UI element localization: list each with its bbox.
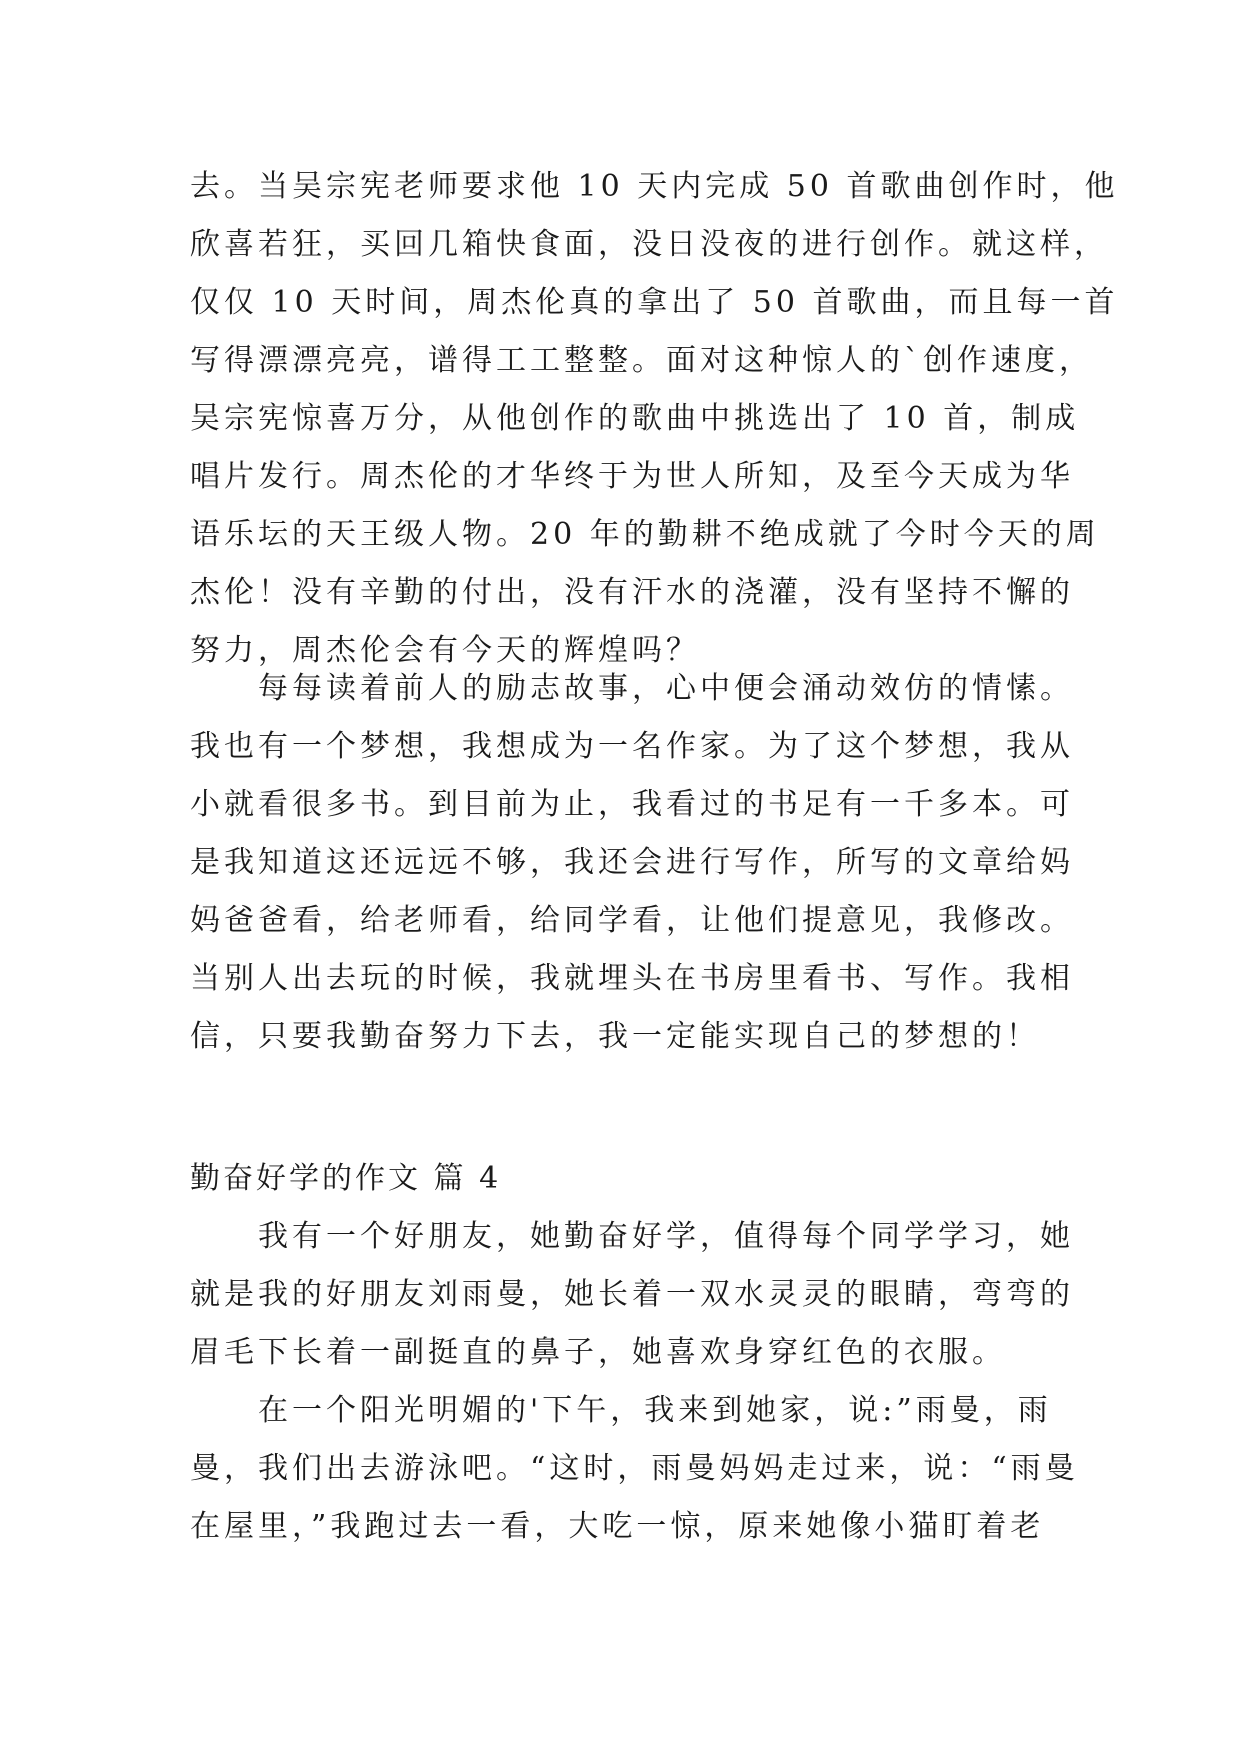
- text-line: 我有一个好朋友，她勤奋好学，值得每个同学学习，她: [258, 1219, 1074, 1254]
- paragraph-dream: [190, 660, 1074, 1066]
- text-line: 语乐坛的天王级人物。20 年的勤耕不绝成就了今时今天的周: [190, 517, 1100, 552]
- text-line: 信，只要我勤奋努力下去，我一定能实现自己的梦想的！: [190, 1019, 1040, 1054]
- text-line: 写得漂漂亮亮，谱得工工整整。面对这种惊人的`创作速度，: [190, 343, 1093, 378]
- text-line: 妈爸爸看，给老师看，给同学看，让他们提意见，我修改。: [190, 903, 1074, 938]
- text-line: 吴宗宪惊喜万分，从他创作的歌曲中挑选出了 10 首，制成: [190, 401, 1080, 436]
- text-line: 每每读着前人的励志故事，心中便会涌动效仿的情愫。: [258, 671, 1074, 706]
- paragraph-afternoon: [190, 1382, 1079, 1556]
- paragraph-continuation: [190, 158, 1119, 680]
- text-line: 眉毛下长着一副挺直的鼻子，她喜欢身穿红色的衣服。: [190, 1335, 1006, 1370]
- text-line: 唱片发行。周杰伦的才华终于为世人所知，及至今天成为华: [190, 459, 1074, 494]
- section-heading: 勤奋好学的作文 篇 4: [190, 1161, 502, 1196]
- text-line: 在一个阳光明媚的'下午，我来到她家，说:”雨曼，雨: [258, 1393, 1052, 1428]
- text-line: 在屋里，”我跑过去一看，大吃一惊，原来她像小猫盯着老: [190, 1509, 1045, 1544]
- text-line: 当别人出去玩的时候，我就埋头在书房里看书、写作。我相: [190, 961, 1074, 996]
- text-line: 去。当吴宗宪老师要求他 10 天内完成 50 首歌曲创作时，他: [190, 169, 1119, 204]
- text-line: 曼，我们出去游泳吧。“这时，雨曼妈妈走过来，说：“雨曼: [190, 1451, 1079, 1486]
- text-line: 杰伦！没有辛勤的付出，没有汗水的浇灌，没有坚持不懈的: [190, 575, 1074, 610]
- text-line: 努力，周杰伦会有今天的辉煌吗？: [190, 633, 700, 668]
- text-line: 小就看很多书。到目前为止，我看过的书足有一千多本。可: [190, 787, 1074, 822]
- text-line: 就是我的好朋友刘雨曼，她长着一双水灵灵的眼睛，弯弯的: [190, 1277, 1074, 1312]
- text-line: 我也有一个梦想，我想成为一名作家。为了这个梦想，我从: [190, 729, 1074, 764]
- text-line: 是我知道这还远远不够，我还会进行写作，所写的文章给妈: [190, 845, 1074, 880]
- text-line: 欣喜若狂，买回几箱快食面，没日没夜的进行创作。就这样，: [190, 227, 1108, 262]
- text-line: 仅仅 10 天时间，周杰伦真的拿出了 50 首歌曲，而且每一首: [190, 285, 1119, 320]
- paragraph-friend: [190, 1208, 1074, 1382]
